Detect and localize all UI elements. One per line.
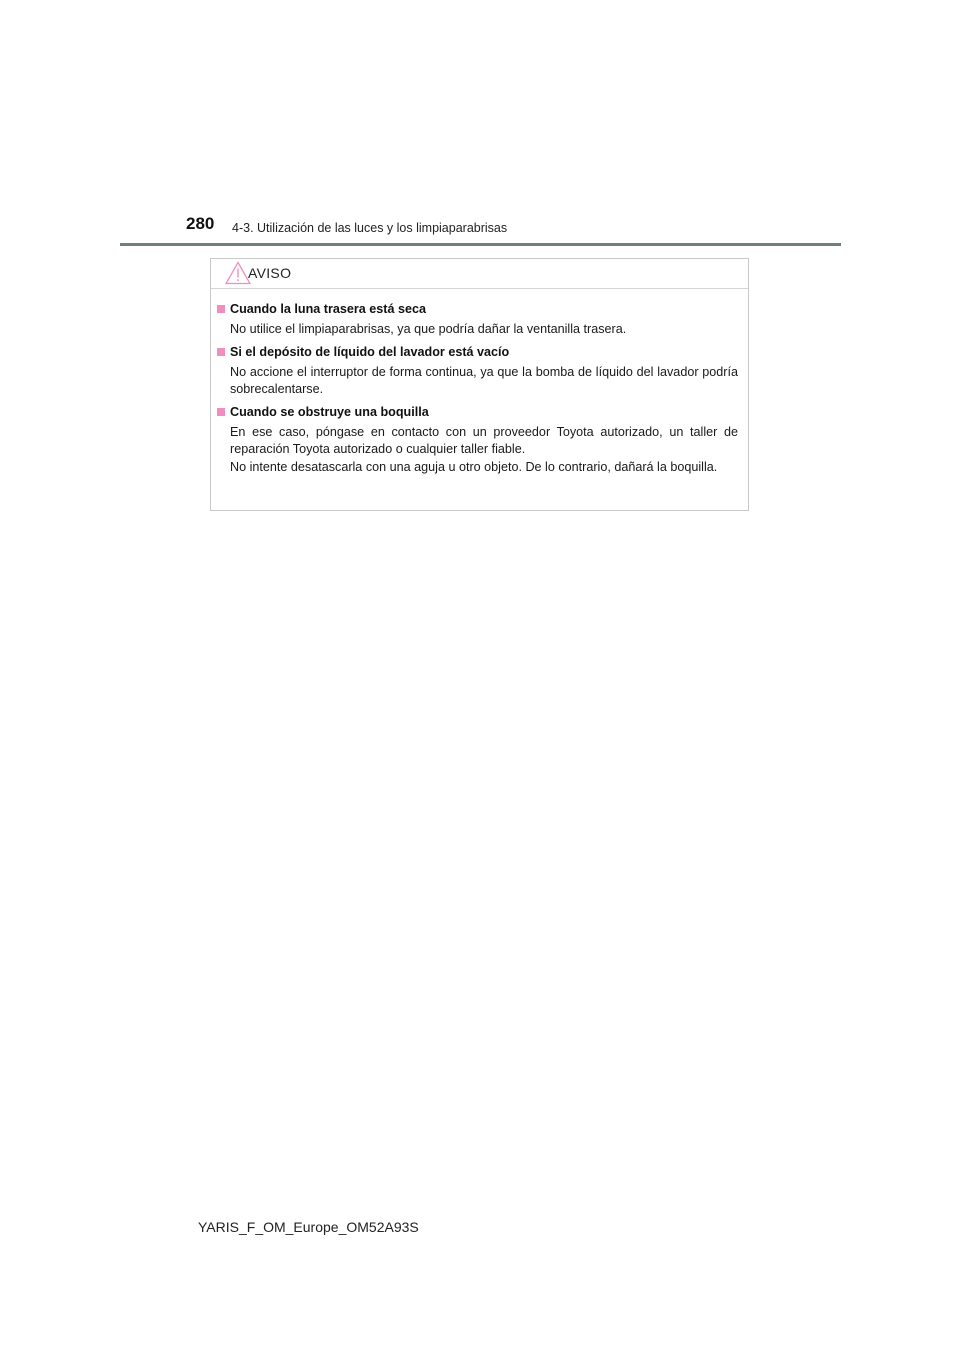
- header-divider: [120, 243, 841, 246]
- notice-label: AVISO: [248, 265, 292, 281]
- notice-item-text: No intente desatascarla con una aguja u otro objeto. De lo contrario, dañará la boquilla.: [230, 459, 718, 474]
- square-bullet-icon: [217, 305, 225, 313]
- square-bullet-icon: [217, 408, 225, 416]
- document-code: YARIS_F_OM_Europe_OM52A93S: [198, 1219, 419, 1235]
- notice-item: [217, 344, 738, 399]
- notice-item-text: En ese caso, póngase en contacto con un proveedor Toyota autorizado, un taller de reparación Toyota autorizado o cualquier taller fiable.: [230, 424, 738, 456]
- page-header: [0, 0, 960, 250]
- notice-item-text: No utilice el limpiaparabrisas, ya que podría dañar la ventanilla trasera.: [230, 322, 627, 336]
- page-number: 280: [186, 214, 215, 233]
- square-bullet-icon: [217, 348, 225, 356]
- notice-header: [211, 259, 748, 289]
- section-title: 4-3. Utilización de las luces y los limpiaparabrisas: [232, 221, 508, 235]
- notice-item-heading: Cuando la luna trasera está seca: [230, 302, 426, 316]
- warning-notice-box: [210, 258, 749, 511]
- notice-item: [217, 301, 738, 339]
- notice-item-heading: Cuando se obstruye una boquilla: [230, 404, 429, 419]
- notice-body: [211, 289, 748, 476]
- notice-item: [217, 404, 738, 477]
- notice-item-heading: Si el depósito de líquido del lavador está vacío: [230, 344, 510, 359]
- notice-item-text: No accione el interruptor de forma continua, ya que la bomba de líquido del lavador podría sobrecalentarse.: [230, 364, 738, 396]
